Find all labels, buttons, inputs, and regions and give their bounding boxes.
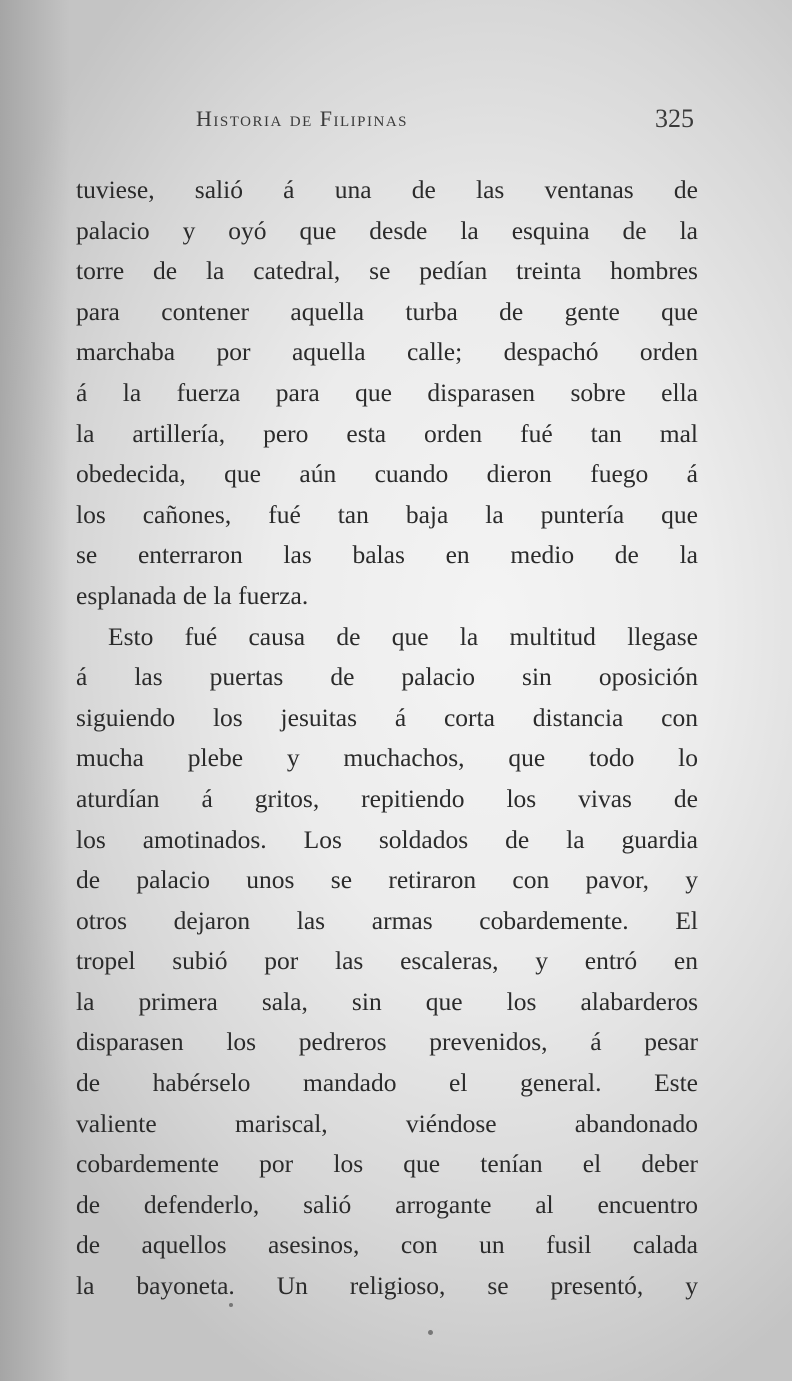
binding-shadow [0,0,70,1381]
text-line: palacio y oyó que desde la esquina de la [76,215,698,245]
text-line: cobardemente por los que tenían el deber [76,1149,698,1179]
text-line: de habérselo mandado el general. Este [76,1068,698,1098]
text-line: obedecida, que aún cuando dieron fuego á [76,459,698,489]
running-title: Historia de Filipinas [196,106,409,131]
text-line: los amotinados. Los soldados de la guardia [76,824,698,854]
text-line: la bayoneta. Un religioso, se presentó, y [76,1271,698,1301]
text-line: para contener aquella turba de gente que [76,296,698,326]
paragraph-first-line: Esto fué causa de que la multitud llegase [108,621,698,651]
text-line: tropel subió por las escaleras, y entró en [76,946,698,976]
text-line: á las puertas de palacio sin oposición [76,662,698,692]
page-number: 325 [655,104,694,133]
text-line: mucha plebe y muchachos, que todo lo [76,743,698,773]
paper-speck [229,1303,233,1307]
paper-speck [428,1330,433,1335]
text-line: á la fuerza para que disparasen sobre ella [76,377,698,407]
text-line: otros dejaron las armas cobardemente. El [76,905,698,935]
text-line: valiente mariscal, viéndose abandonado [76,1108,698,1138]
text-line: esplanada de la fuerza. [76,580,309,610]
text-line: la artillería, pero esta orden fué tan mal [76,418,698,448]
text-line: se enterraron las balas en medio de la [76,540,698,570]
text-line: torre de la catedral, se pedían treinta hombres [76,256,698,286]
body-text [76,170,698,1307]
text-line: marchaba por aquella calle; despachó orden [76,337,698,367]
text-line: disparasen los pedreros prevenidos, á pesar [76,1027,698,1057]
text-line: la primera sala, sin que los alabarderos [76,986,698,1016]
text-line: siguiendo los jesuitas á corta distancia con [76,702,698,732]
page-header [196,100,706,140]
text-line: de palacio unos se retiraron con pavor, y [76,865,698,895]
text-line: de aquellos asesinos, con un fusil calada [76,1230,698,1260]
text-line: aturdían á gritos, repitiendo los vivas de [76,783,698,813]
text-line: los cañones, fué tan baja la puntería que [76,499,698,529]
text-line: tuviese, salió á una de las ventanas de [76,175,698,204]
text-line: de defenderlo, salió arrogante al encuentro [76,1189,698,1219]
